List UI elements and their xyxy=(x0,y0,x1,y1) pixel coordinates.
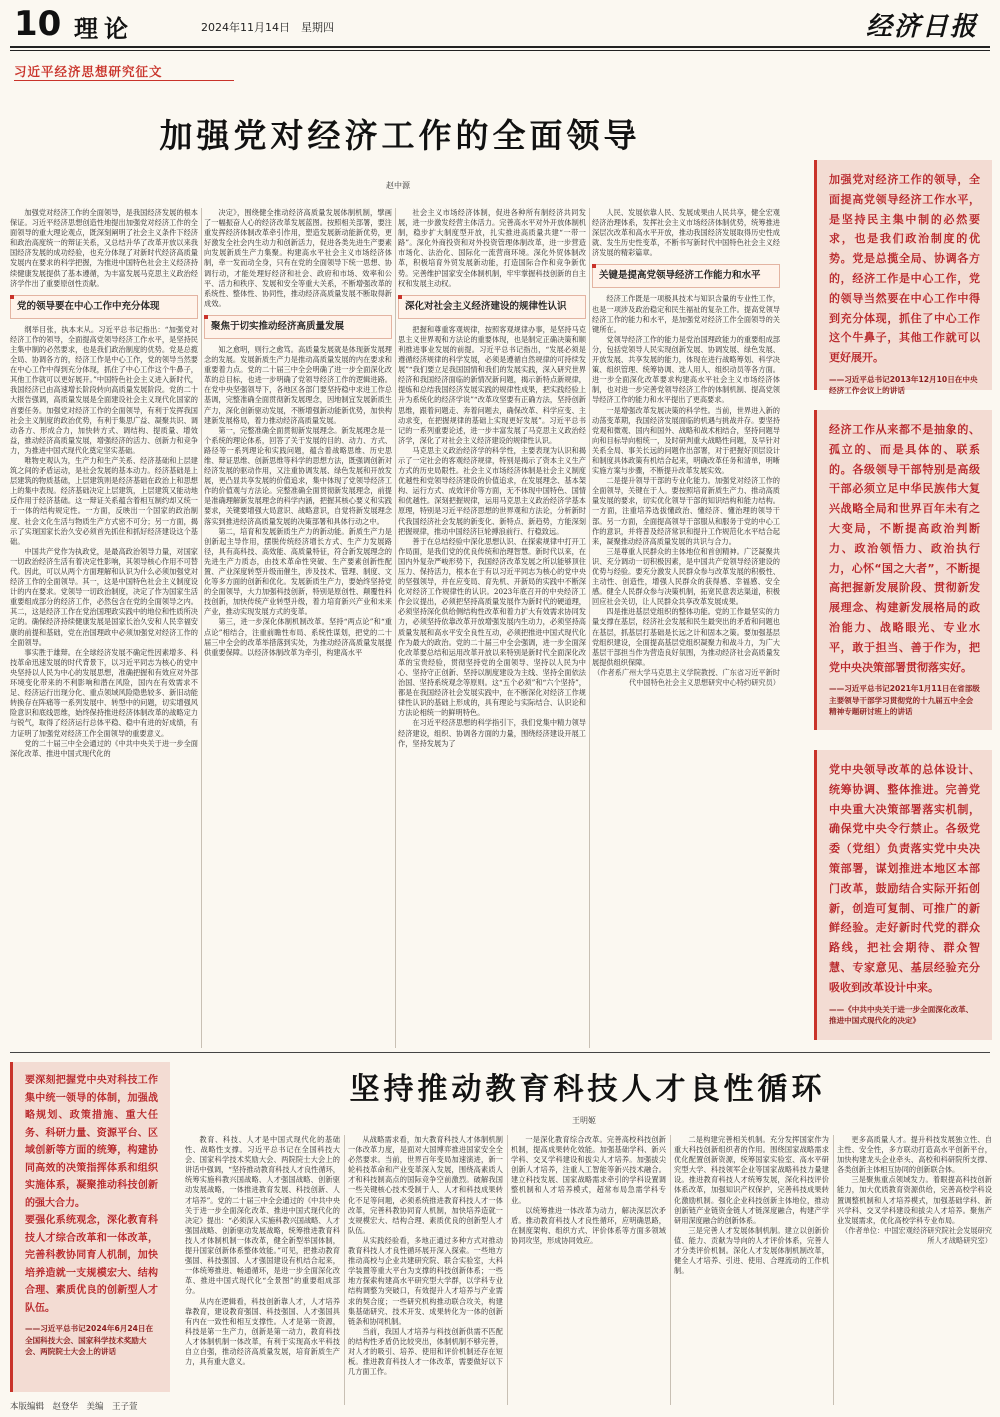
newspaper-masthead: 经济日报 xyxy=(865,12,978,42)
article1-intro: 加强党对经济工作的全面领导，是我国经济发展的根本保证。习近平经济思想创造性地提出加强党对经济工作的全面领导的重大理论观点，既深刻阐明了社会主义条件下经济和政治高度统一的辩证关系，又总结升华了改革开放以来我国经济发展的成功经验，也充分体现了对新时代经济高质量发展内在要求的科学把握，为推进中国特色社会主义经济持续健康发展提供了基本遵循，为丰富发展马克思主义政治经济学作出了重要原创性贡献。 xyxy=(10,208,198,288)
article2-column-5 xyxy=(837,1135,992,1405)
article1-paragraph: 二是提升领导干部的专业化能力。加强党对经济工作的全面领导，关键在于人。要按照培育新质生产力、推动高质量发展的要求，切实优化领导干部的知识结构和能力结构。一方面，注重培养选拔懂政治、懂经济、懂治理的领导干部。另一方面，全面提高领导干部服从和服务于党的中心工作的意识，并将普及经济常识和提升工作规范化水平结合起来，凝聚推动经济高质量发展的共识与合力。 xyxy=(592,476,780,546)
article1-section2-heading: 聚焦于切实推动经济高质量发展 xyxy=(204,315,392,339)
column-divider xyxy=(833,1135,834,1405)
article2-paragraph: 当前，我国人才培养与科技创新供需不匹配的结构性矛盾仍比较突出，体制机制不够完善，对人才的吸引、培养、使用和评价机制还存在短板。推进教育科技人才一体改革，需要做好以下几方面工作。 xyxy=(348,1326,503,1377)
article2-paragraph: 更多高质量人才。提升科技发展独立性、自主性、安全性，多方联动打造高水平创新平台，加快构建龙头企业牵头、高校和科研院所支撑、各类创新主体相互协同的创新联合体。 xyxy=(837,1135,992,1175)
article1-paragraph: 纲举目张，执本末从。习近平总书记指出：“加强党对经济工作的领导，全面提高党领导经济工作水平，是坚持民主集中制的必然要求，也是我们政治制度的优势。党是总揽全局、协调各方的，经济工作是中心工作，党的领导当然要在中心工作中得到充分体现，抓住了中心工作这个牛鼻子，其他工作就可以更好展开。”中国特色社会主义进入新时代，我国经济已由高速增长阶段转向高质量发展阶段。党的二十大报告强调，高质量发展是全面建设社会主义现代化国家的首要任务。加强党对经济工作的全面领导，有利于发挥我国社会主义制度的政治优势，有利于集思广益、凝聚共识、调动各方、形成合力，加快转方式、调结构、提质量、增效益，推动经济高质量发展，增强经济的活力、创新力和竞争力，为推进中国式现代化奠定坚实基础。 xyxy=(10,324,198,455)
quote-source: ——习近平总书记2013年12月10日在中央经济工作会议上的讲话 xyxy=(829,374,978,396)
article1-column-1 xyxy=(10,208,198,1048)
quote-text: 经济工作从来都不是抽象的、孤立的、而是具体的、联系的。各级领导干部特别是高级干部必须立足中华民族伟大复兴战略全局和世界百年未有之大变局，不断提高政治判断力、政治领悟力、政治执行力，心怀“国之大者”，不断提高把握新发展阶段、贯彻新发展理念、构建新发展格局的政治能力、战略眼光、专业水平，敢于担当、善于作为，把党中央决策部署贯彻落实好。 xyxy=(829,423,980,674)
article2-author: 王明姬 xyxy=(572,1116,596,1125)
quote-box-3 xyxy=(814,750,992,1040)
column-tag: 习近平经济思想研究征文 xyxy=(14,64,163,79)
quote-box-2 xyxy=(814,410,992,730)
article1-paragraph: 四是推进基层党组织的整体功能。党的工作最坚实的力量支撑在基层，经济社会发展和民生最突出的矛盾和问题也在基层，抓基层打基础是长远之计和固本之策。要加强基层党组织建设，全面提高基层党组织凝聚力和战斗力，为广大基层干部担当作为营造良好氛围，为推动经济社会高质量发展提供组织保障。 xyxy=(592,607,780,667)
article2-author-note: （作者单位：中国宏观经济研究院社会发展研究所人才战略研究室） xyxy=(841,1225,992,1245)
quote-text: 要深刻把握党中央对科技工作集中统一领导的体制，加强战略规划、政策措施、重大任务、科研力量、资源平台、区域创新等方面的统筹，构建协同高效的决策指挥体系和组织实施体系，凝聚推动科技创新的强大合力。 要强化系统观念，深化教育科技人才综合改革和一体改革，完善科教协同育人机制，加快培养造就一支规模宏大、结构合理、素质优良的创新型人才队伍。 xyxy=(25,1075,158,1314)
article2-paragraph: 从实践经验看，多地正通过多种方式对推动教育科技人才良性循环展开深入探索。一些地方推动高校与企业共建研究院、联合实验室，大科学装置等重大平台为支撑的科技创新体系；一些地方探索构建高水平研究型大学群，以学科专业结构调整为突破口，有效提升人才培养与产业需求的契合度；一些研究机构推动联合攻关，构建集基础研究、技术开发、成果转化为一体的创新链条和协同机制。 xyxy=(348,1235,503,1326)
article1-author-note: （作者系广州大学马克思主义学院教授、广东省习近平新时代中国特色社会主义思想研究中心特约研究员） xyxy=(593,667,780,688)
article1-paragraph: 把握和尊重客观规律，按照客观规律办事，是坚持马克思主义世界观和方法论的重要体现，也是制定正确决策和顺利推进事业发展的前提。习近平总书记指出，“发展必须是遵循经济规律的科学发展，必须是遵循自然规律的可持续发展”“我们要立足我国国情和我们的发展实践，深入研究世界经济和我国经济面临的新情况新问题，揭示新特点新规律，提炼和总结我国经济发展实践的规律性成果，把实践经验上升为系统化的经济学说”“改革攻坚要有正确方法，坚持创新思维，跟着问题走、奔着问题去，确保改革、科学应变、主动求变，在把握规律的基础上实现更好发展”。习近平总书记的一系列重要论述，进一步丰富发展了马克思主义政治经济学，深化了对社会主义经济建设的规律性认识。 xyxy=(398,324,586,445)
article1-paragraph: 党领导经济工作的能力是党治国理政能力的重要组成部分，包括党领导人民实现创新发展、协调发展、绿色发展、开放发展、共享发展的能力，体现在进行战略筹划、科学决策、组织管理、统筹协调、选人用人、组织动员等各方面。进一步全面深化改革要求构建高水平社会主义市场经济体制，也对进一步完善党领导经济工作的体制机制、提高党领导经济工作的能力和水平提出了更高要求。 xyxy=(592,334,780,405)
article1-paragraph: 在习近平经济思想的科学指引下，我们党集中精力领导经济建设，组织、协调各方面的力量，围绕经济建设开展工作，坚持发展为了 xyxy=(398,718,586,748)
article1-column-3 xyxy=(398,208,586,1048)
article2-paragraph: 二是构建完善相关机制。充分发挥国家作为重大科技创新组织者的作用。围绕国家战略需求优化配置创新资源，统筹国家实验室、高水平研究型大学、科技领军企业等国家战略科技力量建设。推进教育科技人才统筹发展，深化科技评价体系改革，加强知识产权保护，完善科技成果转化激励机制。强化企业科技创新主体地位，推动创新链产业链资金链人才链深度融合，构建产学研用深度融合的创新体系。 xyxy=(674,1135,829,1225)
article2-paragraph: 从战略需求看，加大教育科技人才体制机制一体改革力度，是面对大国博弈推进国家安全全必然要求。当前，世界百年变局加速演进，新一轮科技革命和产业变革深入发展，围绕高素质人才和科技制高点的国际竞争空前激烈。破解我国一些关键核心技术受制于人、人才和科技成果转化不足等问题，必须系统推进教育科技人才一体改革，完善科教协同育人机制，加快培养造就一支规模宏大、结构合理、素质优良的创新型人才队伍。 xyxy=(348,1135,503,1235)
article1-section4-heading: 关键是提高党领导经济工作能力和水平 xyxy=(592,264,780,288)
article1-paragraph: 知之愈明，则行之愈笃。高质量发展就是体现新发展理念的发展。发展新质生产力是推动高质量发展的内在要求和重要着力点。党的二十届三中全会明确了进一步全面深化改革的总目标，也进一步明确了党领导经济工作的逻辑进路。在党中央坚强领导下，各地区各部门要坚持稳中求进工作总基调，完整准确全面贯彻新发展理念，因地制宜发展新质生产力，深化创新驱动发展，不断增强新动能新优势，加快构建新发展格局，着力推动经济高质量发展。 xyxy=(204,344,392,425)
article1-paragraph: 第一，完整准确全面贯彻新发展理念。新发展理念是一个系统的理论体系，回答了关于发展的目的、动力、方式、路径等一系列理论和实践问题，蕴含着战略思维、历史思维、辩证思维、创新思维等科学的思想方法，既强调创新对经济发展的驱动作用，又注重协调发展、绿色发展和开放发展，更凸显共享发展的价值追求，集中体现了党领导经济工作的价值观与方法论。完整准确全面贯彻新发展理念，前提是准确理解新发展理念的科学内涵，把握其核心要义和实践要求，关键要增强大局意识、战略意识，自觉将新发展理念落实到推进经济高质量发展的决策部署和具体行动之中。 xyxy=(204,425,392,526)
article1-paragraph: 中国共产党作为执政党，是最高政治领导力量，对国家一切政治经济生活有着决定性影响，其领导核心作用不可替代。因此，可以从两个方面理解和认识为什么必须加强党对经济工作的全面领导。其一，这是中国特色社会主义制度设计的内在要求。党领导一切政治制度，决定了作为国家生活重要组成部分的经济工作，必然包含在党的全面领导之内。其二，这是经济工作在党治国理政实践中的地位和性质所决定的。确保经济持续健康发展是国家长治久安和人民幸福安康的前提和基础，党在治国理政中必须加强党对经济工作的全面领导。 xyxy=(10,546,198,647)
article2-paragraph: 以统筹推进一体改革为动力，解决深层次矛盾。推动教育科技人才良性循环，应明确思路，在制度架构、组织方式、评价体系等方面多领域协同攻坚，形成协同效应。 xyxy=(511,1205,666,1245)
quote-box-1 xyxy=(814,160,992,396)
column-tag-rule xyxy=(14,80,234,81)
column-divider xyxy=(589,208,590,1048)
column-divider xyxy=(507,1135,508,1405)
article1-paragraph: 人民、发展依靠人民、发展成果由人民共享，健全宏观经济治理体系，发挥社会主义市场经济体制优势，统筹推进深层次改革和高水平开放，推动我国经济发展取得历史性成就、发生历史性变革，不断书写新时代中国特色社会主义经济发展的精彩篇章。 xyxy=(592,208,780,258)
article1-title: 加强党对经济工作的全面领导 xyxy=(159,116,641,155)
column-divider xyxy=(670,1135,671,1405)
article1-paragraph: 三是尊重人民群众的主体地位和首创精神。广泛凝聚共识、充分调动一切积极因素，是中国共产党领导经济建设的优势与经验。要充分激发人民群众参与改革发展的积极性、主动性、创造性，增强人民群众的获得感、幸福感、安全感。健全人民群众参与决策机制，拓宽民意表达渠道，积极回应社会关切，让人民群众共享改革发展成果。 xyxy=(592,546,780,607)
article1-paragraph: 党的二十届三中全会通过的《中共中央关于进一步全面深化改革、推进中国式现代化的 xyxy=(10,738,198,758)
article2-paragraph: 从内在逻辑看，科技创新靠人才，人才培养靠教育，建设教育强国、科技强国、人才强国具有内在一致性和相互支撑性。人才是第一资源，科技是第一生产力，创新是第一动力，教育科技人才体制机制一体改革，有利于实现高水平科技自立自强，推动经济高质量发展，培育新质生产力，具有重大意义。 xyxy=(185,1296,340,1367)
article1-paragraph: 经济工作既是一项极具技术与知识含量的专业性工作，也是一项涉及政治稳定和民生福祉的复杂工作。提高党领导经济工作的能力和水平，是加强党对经济工作全面领导的关键所在。 xyxy=(592,294,780,334)
article1-paragraph: 社会主义市场经济体制，促进各种所有制经济共同发展，进一步激发经营主体活力。完善高水平对外开放体制机制，稳步扩大制度型开放，扎实推进高质量共建“一带一路”。深化外商投资和对外投资管理体制改革，进一步营造市场化、法治化、国际化一流营商环境。深化外贸体制改革，积极培育外贸发展新动能，打造国际合作和竞争新优势。完善维护国家安全体制机制，牢牢掌握科技创新的自主权和发展主动权。 xyxy=(398,208,586,288)
article2-column-4 xyxy=(674,1135,829,1405)
article1-paragraph: 第三，进一步深化体制机制改革。坚持“两点论”和“重点论”相结合，注重前瞻性布局、系统性谋划，把党的二十届三中全会的改革举措落到实处，为推动经济高质量发展提供重要保障。以经济体制改革为牵引，构建高水平 xyxy=(204,617,392,657)
article1-column-2 xyxy=(204,208,392,1048)
column-divider xyxy=(344,1135,345,1405)
section-name: 理论 xyxy=(74,14,134,43)
column-divider xyxy=(395,208,396,1048)
article1-paragraph: 一是增强改革发展决策的科学性。当前，世界进入新的动荡变革期，我国经济发展面临的机遇与挑战并存。要坚持党观和微观、国内和国外、战略和战术相结合，坚持问题导向和目标导向相统一，及时研判重大战略性问题，及早针对关系全局、事关长远的问题作出部署，对于把握好顶层设计和制度具体政策有机结合起来，明确改革任务和清单，明晰实施方案与步骤，不断提升改革发展实效。 xyxy=(592,405,780,476)
article2-column-3 xyxy=(511,1135,666,1405)
quote-source: ——习近平总书记2021年1月11日在省部级主要领导干部学习贯彻党的十九届五中全会精神专题研讨班上的讲话 xyxy=(829,684,980,717)
article2-paragraph: 教育、科技、人才是中国式现代化的基础性、战略性支撑。习近平总书记在全国科技大会、国家科学技术奖励大会、两院院士大会上的讲话中强调，“坚持推动教育科技人才良性循环，统筹实施科教兴国战略、人才强国战略、创新驱动发展战略，一体推进教育发展、科技创新、人才培养”。党的二十届三中全会通过的《中共中央关于进一步全面深化改革、推进中国式现代化的决定》提出：“必须深入实施科教兴国战略、人才强国战略、创新驱动发展战略，统筹推进教育科技人才体制机制一体改革，健全新型举国体制，提升国家创新体系整体效能。”可见，把推动教育强国、科技强国、人才强国建设有机结合起来，一体统筹推进、畅通循环，是进一步全面深化改革、推进中国式现代化“全景图”的重要组成部分。 xyxy=(185,1135,340,1296)
quote-text: 加强党对经济工作的领导，全面提高党领导经济工作水平，是坚持民主集中制的必然要求，也是我们政治制度的优势。党是总揽全局、协调各方的，经济工作是中心工作，党的领导当然要在中心工作中得到充分体现，抓住了中心工作这个牛鼻子，其他工作就可以更好展开。 xyxy=(829,173,980,365)
article1-author: 赵中源 xyxy=(386,181,410,190)
page-number: 10 xyxy=(14,4,62,44)
quote-text: 党中央领导改革的总体设计、统筹协调、整体推进。完善党中央重大决策部署落实机制，确保党中央令行禁止。各级党委（党组）负责落实党中央决策部署，谋划推进本地区本部门改革，鼓励结合实际开拓创新，创造可复制、可推广的新鲜经验。走好新时代党的群众路线，把社会期待、群众智慧、专家意见、基层经验充分吸收到改革设计中来。 xyxy=(829,763,980,994)
article1-column-4 xyxy=(592,208,780,1048)
article1-section1-heading: 党的领导要在中心工作中充分体现 xyxy=(10,295,198,319)
article2-title: 坚持推动教育科技人才良性循环 xyxy=(349,1072,826,1107)
quote-source: ——习近平总书记2024年6月24日在全国科技大会、国家科学技术奖励大会、两院院士大会上的讲话 xyxy=(25,1324,154,1356)
quote-box-4 xyxy=(10,1062,170,1392)
page-editors: 本版编辑 赵登华 美编 王子萱 xyxy=(10,1402,138,1412)
article2-paragraph: 一是深化教育综合改革。完善高校科技创新机制，提高成果转化效能。加强基础学科、新兴学科、交叉学科建设和拔尖人才培养。加强拔尖创新人才培养，注重人工智能等新兴技术融合。建立科技发展、国家战略需求牵引的学科设置调整机制和人才培养模式，超常布局急需学科专业。 xyxy=(511,1135,666,1205)
issue-date: 2024年11月14日 星期四 xyxy=(201,21,334,34)
article2-paragraph: 三是完善人才发展体制机制。建立以创新价值、能力、贡献为导向的人才评价体系，完善人才分类评价机制。深化人才发展体制机制改革，健全人才培养、引进、使用、合理流动的工作机制。 xyxy=(674,1225,829,1276)
article1-paragraph: 马克思主义政治经济学的科学性，主要表现为认识和揭示了一定社会的客观经济规律，特别是揭示了资本主义生产方式的历史局限性。社会主义市场经济体制是社会主义制度优越性和党领导经济建设的价值追求，在发展理念、基本架构、运行方式、成效评价等方面，无不体现中国特色、国情和优越性。深刻把握规律，运用马克思主义政治经济学基本原理，特别是习近平经济思想的世界观和方法论，分析新时代我国经济社会发展的新变化、新特点、新趋势，方能深刻把握规律，推动中国经济巨轮搏浪前行、行稳致远。 xyxy=(398,445,586,536)
quote-source: ——《中共中央关于进一步全面深化改革、推进中国式现代化的决定》 xyxy=(829,1004,974,1026)
article2-column-1 xyxy=(185,1135,340,1405)
article1-paragraph: 善于在总结经验中深化思想认识、在探索规律中打开工作局面，是我们党的优良传统和治理智慧。新时代以来，在国内外复杂严峻形势下，我国经济改革发展之所以能够顶住压力、保持活力，根本在于有以习近平同志为核心的党中央的坚强领导，并在应变局、育先机、开新局的实践中不断深化对经济工作规律性的认识。2023年底召开的中央经济工作会议提出，必须把坚持高质量发展作为新时代的硬道理，必须坚持深化供给侧结构性改革和着力扩大有效需求协同发力，必须坚持依靠改革开放增强发展内生动力，必须坚持高质量发展和高水平安全良性互动，必须把推进中国式现代化作为最大的政治。党的二十届三中全会强调，进一步全面深化改革要总结和运用改革开放以来特别是新时代全面深化改革的宝贵经验，贯彻坚持党的全面领导、坚持以人民为中心、坚持守正创新、坚持以制度建设为主线、坚持全面依法治国、坚持系统观念等原则。这“五个必须”和“六个坚持”，都是在我国经济社会发展实践中，在不断深化对经济工作规律性认识的基础上形成的，具有理论与实际结合、认识论和方法论相统一的鲜明特色。 xyxy=(398,536,586,718)
article1-paragraph: 唯物史观认为，生产力和生产关系、经济基础和上层建筑之间的矛盾运动，是社会发展的基本动力。经济基础是上层建筑的物质基础，上层建筑则是经济基础在政治上和思想上的集中表现。经济基础决定上层建筑，上层建筑又能动地反作用于经济基础。这一辩证关系蕴含着相互制约却又统一于一体的结构规定性。一方面，反映出一个国家的政治制度、社会文化生活与物质生产方式密不可分；另一方面，揭示了实现国家长治久安必须首先抓住和抓好经济建设这个基础。 xyxy=(10,455,198,546)
article1-paragraph: 决定》，围绕健全推动经济高质量发展体制机制，擘画了一幅振奋人心的经济改革发展蓝图。按照相关部署，要注重发挥经济体制改革牵引作用，塑造发展新动能新优势，更好激发全社会内生动力和创新活力，促进各类先进生产要素向发展新质生产力集聚。构建高水平社会主义市场经济体制，牵一发而动全身，只有在党的全面领导下统一思想、协调行动，才能处理好经济和社会、政府和市场、效率和公平、活力和秩序、发展和安全等重大关系，不断增强改革的系统性、整体性、协同性，推动经济高质量发展不断取得新成效。 xyxy=(204,208,392,308)
article1-paragraph: 事实胜于雄辩。在全球经济发展不确定性因素增多、科技革命迅速发展的时代背景下，以习近平同志为核心的党中央坚持以人民为中心的发展思想，准确把握和有效应对外部环境变化带来的不利影响和潜在风险，国内在有效需求不足、经济运行出现分化、重点领域风险隐患较多、新旧动能转换存在阵痛等一系列发展中、转型中的问题，切实增强风险意识和底线思维，始终保持推进经济体制改革的战略定力与锐气，取得了经济运行总体平稳、稳中有进的好成绩，有力证明了加强党对经济工作全面领导的重要意义。 xyxy=(10,647,198,738)
article2-column-2 xyxy=(348,1135,503,1405)
header-rule-thin xyxy=(10,50,990,51)
column-divider xyxy=(201,208,202,1048)
article1-section3-heading: 深化对社会主义经济建设的规律性认识 xyxy=(398,295,586,319)
article-separator xyxy=(10,1052,990,1053)
article2-paragraph: 三是聚焦重点领域发力。着眼提高科技创新能力，加大优质教育资源供给，完善高校学科设置调整机制和人才培养模式，加强基础学科、新兴学科、交叉学科建设和拔尖人才培养。聚焦产业发展需求，优化高校学科专业布局。 xyxy=(837,1175,992,1225)
article1-paragraph: 第二，培育和发展新质生产力的新动能。新质生产力是创新起主导作用，摆脱传统经济增长方式、生产力发展路径，具有高科技、高效能、高质量特征，符合新发展理念的先进生产力质态，由技术革命性突破、生产要素创新性配置、产业深度转型升级而催生，涉及技术、管理、制度、文化等多方面的创新和优化。发展新质生产力，要始终坚持党的全面领导，大力加强科技创新，特别是原创性、颠覆性科技创新，加快传统产业转型升级，着力培育新兴产业和未来产业，推动实现发展方式的变革。 xyxy=(204,526,392,617)
header-rule xyxy=(10,46,990,48)
